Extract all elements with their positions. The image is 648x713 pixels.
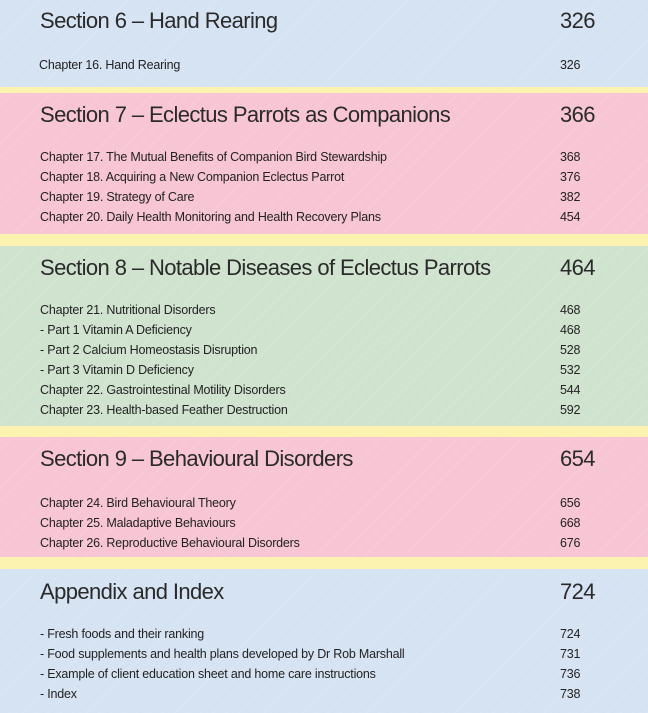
chapter-list <box>0 147 648 227</box>
toc-row-label: - Part 2 Calcium Homeostasis Disruption <box>40 343 258 357</box>
toc-row-page: 544 <box>560 383 581 397</box>
toc-row-label: Chapter 18. Acquiring a New Companion Eclectus Parrot <box>40 170 345 184</box>
toc-row[interactable] <box>0 493 648 513</box>
toc-row[interactable] <box>0 664 648 684</box>
toc-row[interactable] <box>0 360 648 380</box>
section-title[interactable]: Section 9 – Behavioural Disorders <box>40 446 353 471</box>
toc-row-page: 528 <box>560 343 581 357</box>
toc-row[interactable] <box>0 644 648 664</box>
toc-row-page: 376 <box>560 170 581 184</box>
section-page-number: 366 <box>560 102 595 127</box>
chapter-list <box>0 493 648 553</box>
toc-row-page: 676 <box>560 536 581 550</box>
toc-row-label: - Example of client education sheet and home care instructions <box>40 667 376 681</box>
toc-row[interactable] <box>0 400 648 420</box>
toc-row-label: - Index <box>40 687 77 701</box>
toc-row[interactable] <box>0 684 648 704</box>
toc-row-label: Chapter 22. Gastrointestinal Motility Disorders <box>40 383 286 397</box>
toc-row-label: Chapter 23. Health-based Feather Destruction <box>40 403 288 417</box>
toc-row-page: 468 <box>560 323 581 337</box>
toc-row-page: 731 <box>560 647 581 661</box>
toc-row-page: 468 <box>560 303 581 317</box>
toc-row[interactable] <box>0 300 648 320</box>
toc-row[interactable] <box>0 340 648 360</box>
toc-row-label: Chapter 25. Maladaptive Behaviours <box>40 516 236 530</box>
toc-row-page: 668 <box>560 516 581 530</box>
toc-row-page: 326 <box>560 58 581 72</box>
toc-row-page: 368 <box>560 150 581 164</box>
toc-row-label: Chapter 26. Reproductive Behavioural Disorders <box>40 536 300 550</box>
section-page-number: 464 <box>560 255 595 280</box>
toc-row-page: 724 <box>560 627 581 641</box>
section-6 <box>0 0 648 87</box>
toc-row-label: - Part 3 Vitamin D Deficiency <box>40 363 194 377</box>
section-8 <box>0 246 648 426</box>
toc-row[interactable] <box>0 513 648 533</box>
toc-row-page: 736 <box>560 667 581 681</box>
toc-row-label: - Part 1 Vitamin A Deficiency <box>40 323 192 337</box>
section-title[interactable]: Section 7 – Eclectus Parrots as Companions <box>40 102 451 127</box>
toc-row-page: 532 <box>560 363 581 377</box>
section-title[interactable]: Appendix and Index <box>40 579 224 604</box>
toc-row-label: - Fresh foods and their ranking <box>40 627 205 641</box>
toc-row[interactable] <box>0 380 648 400</box>
toc-row-label: Chapter 17. The Mutual Benefits of Companion Bird Stewardship <box>40 150 387 164</box>
chapter-list <box>0 300 648 420</box>
toc-row-page: 656 <box>560 496 581 510</box>
section-page-number: 326 <box>560 8 595 33</box>
toc-row-label: Chapter 19. Strategy of Care <box>40 190 195 204</box>
section-page-number: 654 <box>560 446 595 471</box>
toc-row-page: 738 <box>560 687 581 701</box>
chapter-list <box>0 624 648 704</box>
toc-row[interactable] <box>0 533 648 553</box>
section-page-number: 724 <box>560 579 595 604</box>
toc-row-label: Chapter 24. Bird Behavioural Theory <box>40 496 236 510</box>
toc-row[interactable] <box>0 187 648 207</box>
section-9 <box>0 437 648 557</box>
toc-row-label: Chapter 20. Daily Health Monitoring and Health Recovery Plans <box>40 210 381 224</box>
toc-row[interactable] <box>0 55 648 75</box>
chapter-list <box>0 55 648 75</box>
toc-row-page: 454 <box>560 210 581 224</box>
toc-row-label: Chapter 21. Nutritional Disorders <box>40 303 216 317</box>
toc-row[interactable] <box>0 624 648 644</box>
section-title[interactable]: Section 8 – Notable Diseases of Eclectus Parrots <box>40 255 491 280</box>
toc-row-page: 382 <box>560 190 581 204</box>
toc-row[interactable] <box>0 167 648 187</box>
toc-row-label: Chapter 16. Hand Rearing <box>39 58 181 72</box>
toc-row[interactable] <box>0 320 648 340</box>
section-title[interactable]: Section 6 – Hand Rearing <box>40 8 278 33</box>
toc-row-label: - Food supplements and health plans developed by Dr Rob Marshall <box>40 647 405 661</box>
toc-row[interactable] <box>0 207 648 227</box>
toc-row-page: 592 <box>560 403 581 417</box>
toc-row[interactable] <box>0 147 648 167</box>
appendix-section <box>0 569 648 713</box>
section-7 <box>0 93 648 234</box>
